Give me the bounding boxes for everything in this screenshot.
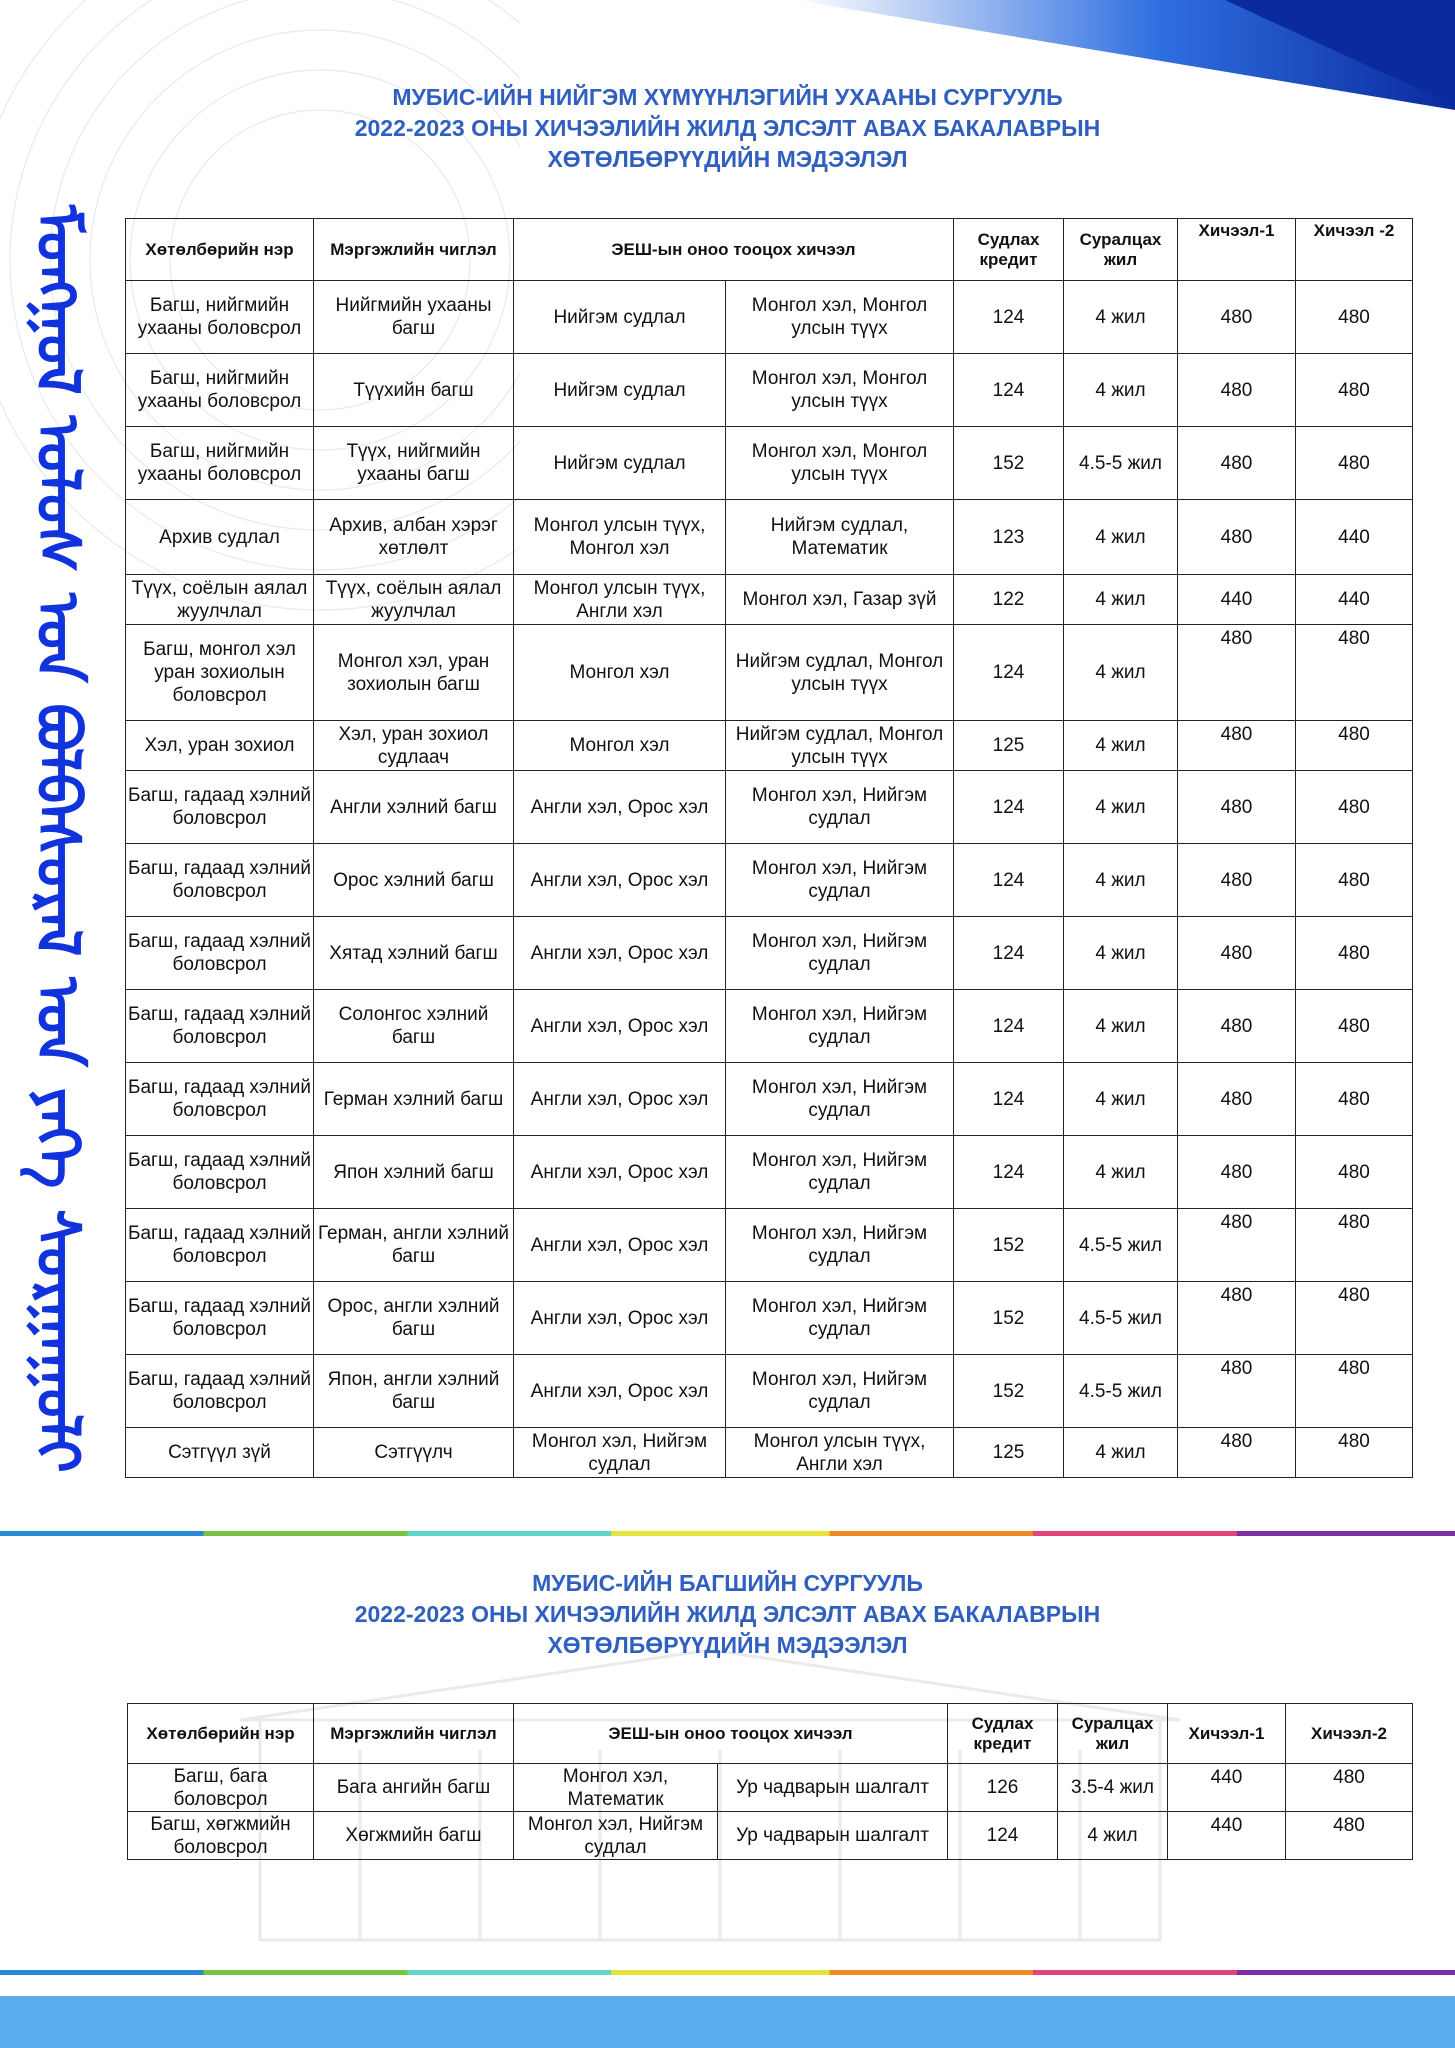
- lesson2-cell: 480: [1296, 1209, 1413, 1282]
- subject2-cell: Монгол хэл, Монгол улсын түүх: [726, 354, 954, 427]
- specialization-cell: Орос хэлний багш: [314, 844, 514, 917]
- subject1-cell: Монгол улсын түүх, Англи хэл: [514, 575, 726, 625]
- lesson2-cell: 480: [1296, 281, 1413, 354]
- footer-band: [0, 1996, 1455, 2048]
- credit-cell: 123: [954, 500, 1064, 575]
- specialization-cell: Япон хэлний багш: [314, 1136, 514, 1209]
- lesson2-cell: 440: [1296, 575, 1413, 625]
- lesson1-cell: 480: [1178, 1428, 1296, 1478]
- programs-table-1: [125, 218, 1413, 1478]
- specialization-cell: Монгол хэл, уран зохиолын багш: [314, 625, 514, 721]
- specialization-cell: Түүхийн багш: [314, 354, 514, 427]
- credit-cell: 124: [954, 1136, 1064, 1209]
- duration-cell: 4 жил: [1064, 917, 1178, 990]
- lesson1-cell: 480: [1178, 917, 1296, 990]
- specialization-cell: Түүх, соёлын аялал жуулчлал: [314, 575, 514, 625]
- table-header-row: [128, 1704, 1413, 1764]
- program-cell: Архив судлал: [126, 500, 314, 575]
- specialization-cell: Бага ангийн багш: [314, 1764, 514, 1812]
- program-cell: Багш, гадаад хэлний боловсрол: [126, 990, 314, 1063]
- subject2-cell: Ур чадварын шалгалт: [718, 1764, 948, 1812]
- duration-cell: 4 жил: [1064, 721, 1178, 771]
- specialization-cell: Хятад хэлний багш: [314, 917, 514, 990]
- section1-heading: [0, 82, 1455, 175]
- duration-cell: 4.5-5 жил: [1064, 1355, 1178, 1428]
- subject1-cell: Нийгэм судлал: [514, 354, 726, 427]
- program-cell: Багш, гадаад хэлний боловсрол: [126, 1063, 314, 1136]
- programs-table-2: [127, 1703, 1413, 1860]
- header-specialization: Мэргэжлийн чиглэл: [314, 219, 514, 281]
- subject1-cell: Монгол хэл: [514, 721, 726, 771]
- lesson2-cell: 480: [1296, 917, 1413, 990]
- duration-cell: 4 жил: [1064, 1063, 1178, 1136]
- duration-cell: 4 жил: [1064, 1136, 1178, 1209]
- table-row: [126, 1063, 1413, 1136]
- duration-cell: 4 жил: [1064, 844, 1178, 917]
- credit-cell: 122: [954, 575, 1064, 625]
- lesson1-cell: 480: [1178, 281, 1296, 354]
- program-cell: Сэтгүүл зүй: [126, 1428, 314, 1478]
- subject1-cell: Нийгэм судлал: [514, 427, 726, 500]
- lesson1-cell: 440: [1178, 575, 1296, 625]
- subject2-cell: Монгол хэл, Нийгэм судлал: [726, 917, 954, 990]
- lesson2-cell: 440: [1296, 500, 1413, 575]
- subject1-cell: Монгол хэл: [514, 625, 726, 721]
- specialization-cell: Хэл, уран зохиол судлаач: [314, 721, 514, 771]
- program-cell: Багш, гадаад хэлний боловсрол: [126, 844, 314, 917]
- lesson2-cell: 480: [1296, 771, 1413, 844]
- program-cell: Багш, хөгжмийн боловсрол: [128, 1812, 314, 1860]
- program-cell: Түүх, соёлын аялал жуулчлал: [126, 575, 314, 625]
- duration-cell: 4.5-5 жил: [1064, 427, 1178, 500]
- section1-title-line: 2022-2023 ОНЫ ХИЧЭЭЛИЙН ЖИЛД ЭЛСЭЛТ АВАХ БАКАЛАВРЫН: [354, 115, 1101, 141]
- subject1-cell: Монгол хэл, Математик: [514, 1764, 718, 1812]
- credit-cell: 124: [954, 990, 1064, 1063]
- lesson1-cell: 480: [1178, 771, 1296, 844]
- header-program: Хөтөлбөрийн нэр: [126, 219, 314, 281]
- program-cell: Багш, нийгмийн ухааны боловсрол: [126, 281, 314, 354]
- duration-cell: 4.5-5 жил: [1064, 1282, 1178, 1355]
- lesson1-cell: 480: [1178, 354, 1296, 427]
- duration-cell: 4 жил: [1064, 500, 1178, 575]
- specialization-cell: Орос, англи хэлний багш: [314, 1282, 514, 1355]
- table-row: [126, 1136, 1413, 1209]
- specialization-cell: Герман, англи хэлний багш: [314, 1209, 514, 1282]
- table-row: [126, 1355, 1413, 1428]
- credit-cell: 125: [954, 721, 1064, 771]
- subject1-cell: Англи хэл, Орос хэл: [514, 844, 726, 917]
- table-row: [126, 844, 1413, 917]
- specialization-cell: Хөгжмийн багш: [314, 1812, 514, 1860]
- program-cell: Багш, гадаад хэлний боловсрол: [126, 1136, 314, 1209]
- subject2-cell: Монгол хэл, Нийгэм судлал: [726, 1136, 954, 1209]
- header-lesson2: Хичээл-2: [1286, 1704, 1413, 1764]
- duration-cell: 4 жил: [1064, 625, 1178, 721]
- section2-heading: [0, 1568, 1455, 1661]
- program-cell: Хэл, уран зохиол: [126, 721, 314, 771]
- program-cell: Багш, монгол хэл уран зохиолын боловсрол: [126, 625, 314, 721]
- subject1-cell: Нийгэм судлал: [514, 281, 726, 354]
- header-program: Хөтөлбөрийн нэр: [128, 1704, 314, 1764]
- duration-cell: 4 жил: [1058, 1812, 1168, 1860]
- header-duration: Суралцах жил: [1064, 219, 1178, 281]
- header-subjects: ЭЕШ-ын оноо тооцох хичээл: [514, 219, 954, 281]
- credit-cell: 152: [954, 427, 1064, 500]
- subject2-cell: Монгол хэл, Нийгэм судлал: [726, 1355, 954, 1428]
- program-cell: Багш, гадаад хэлний боловсрол: [126, 771, 314, 844]
- specialization-cell: Герман хэлний багш: [314, 1063, 514, 1136]
- duration-cell: 4 жил: [1064, 281, 1178, 354]
- header-lesson2: Хичээл -2: [1296, 219, 1413, 281]
- section2-title-line: МУБИС-ИЙН БАГШИЙН СУРГУУЛЬ: [532, 1570, 923, 1596]
- lesson1-cell: 480: [1178, 625, 1296, 721]
- credit-cell: 124: [954, 771, 1064, 844]
- specialization-cell: Нийгмийн ухааны багш: [314, 281, 514, 354]
- lesson2-cell: 480: [1296, 990, 1413, 1063]
- lesson2-cell: 480: [1296, 1428, 1413, 1478]
- program-cell: Багш, гадаад хэлний боловсрол: [126, 1209, 314, 1282]
- lesson2-cell: 480: [1286, 1812, 1413, 1860]
- table-row: [126, 427, 1413, 500]
- subject1-cell: Англи хэл, Орос хэл: [514, 1282, 726, 1355]
- program-cell: Багш, гадаад хэлний боловсрол: [126, 1282, 314, 1355]
- credit-cell: 152: [954, 1209, 1064, 1282]
- specialization-cell: Сэтгүүлч: [314, 1428, 514, 1478]
- lesson1-cell: 480: [1178, 1136, 1296, 1209]
- subject2-cell: Нийгэм судлал, Монгол улсын түүх: [726, 625, 954, 721]
- table-row: [126, 771, 1413, 844]
- specialization-cell: Англи хэлний багш: [314, 771, 514, 844]
- header-specialization: Мэргэжлийн чиглэл: [314, 1704, 514, 1764]
- subject2-cell: Монгол хэл, Нийгэм судлал: [726, 1282, 954, 1355]
- lesson2-cell: 480: [1296, 1136, 1413, 1209]
- header-credit: Судлах кредит: [954, 219, 1064, 281]
- subject2-cell: Нийгэм судлал, Математик: [726, 500, 954, 575]
- divider-stripe: [0, 1531, 1455, 1536]
- table-row: [126, 917, 1413, 990]
- duration-cell: 4 жил: [1064, 771, 1178, 844]
- table-row: [126, 1282, 1413, 1355]
- program-cell: Багш, гадаад хэлний боловсрол: [126, 917, 314, 990]
- lesson2-cell: 480: [1296, 844, 1413, 917]
- subject1-cell: Англи хэл, Орос хэл: [514, 771, 726, 844]
- lesson1-cell: 440: [1168, 1812, 1286, 1860]
- credit-cell: 124: [954, 354, 1064, 427]
- table-row: [126, 625, 1413, 721]
- subject2-cell: Монгол хэл, Газар зүй: [726, 575, 954, 625]
- subject1-cell: Монгол хэл, Нийгэм судлал: [514, 1812, 718, 1860]
- duration-cell: 3.5-4 жил: [1058, 1764, 1168, 1812]
- lesson1-cell: 480: [1178, 427, 1296, 500]
- header-lesson1: Хичээл-1: [1178, 219, 1296, 281]
- table-row: [126, 281, 1413, 354]
- subject1-cell: Англи хэл, Орос хэл: [514, 917, 726, 990]
- subject1-cell: Англи хэл, Орос хэл: [514, 1209, 726, 1282]
- duration-cell: 4 жил: [1064, 354, 1178, 427]
- lesson2-cell: 480: [1296, 625, 1413, 721]
- lesson2-cell: 480: [1296, 1355, 1413, 1428]
- lesson1-cell: 480: [1178, 1063, 1296, 1136]
- subject1-cell: Монгол улсын түүх, Монгол хэл: [514, 500, 726, 575]
- subject1-cell: Англи хэл, Орос хэл: [514, 990, 726, 1063]
- header-credit: Судлах кредит: [948, 1704, 1058, 1764]
- subject2-cell: Монгол хэл, Нийгэм судлал: [726, 1063, 954, 1136]
- section2-title-line: 2022-2023 ОНЫ ХИЧЭЭЛИЙН ЖИЛД ЭЛСЭЛТ АВАХ БАКАЛАВРЫН: [354, 1601, 1101, 1627]
- duration-cell: 4 жил: [1064, 990, 1178, 1063]
- credit-cell: 124: [948, 1812, 1058, 1860]
- subject2-cell: Монгол хэл, Нийгэм судлал: [726, 1209, 954, 1282]
- credit-cell: 152: [954, 1282, 1064, 1355]
- credit-cell: 124: [954, 281, 1064, 354]
- subject2-cell: Монгол хэл, Монгол улсын түүх: [726, 427, 954, 500]
- table-row: [128, 1764, 1413, 1812]
- duration-cell: 4 жил: [1064, 1428, 1178, 1478]
- subject2-cell: Монгол хэл, Нийгэм судлал: [726, 844, 954, 917]
- table-row: [128, 1812, 1413, 1860]
- credit-cell: 152: [954, 1355, 1064, 1428]
- table-row: [126, 1209, 1413, 1282]
- lesson1-cell: 480: [1178, 1355, 1296, 1428]
- specialization-cell: Архив, албан хэрэг хөтлөлт: [314, 500, 514, 575]
- lesson1-cell: 480: [1178, 1282, 1296, 1355]
- program-cell: Багш, гадаад хэлний боловсрол: [126, 1355, 314, 1428]
- lesson1-cell: 480: [1178, 500, 1296, 575]
- section1-title-line: МУБИС-ИЙН НИЙГЭМ ХҮМҮҮНЛЭГИЙН УХААНЫ СУРГУУЛЬ: [392, 84, 1063, 110]
- specialization-cell: Япон, англи хэлний багш: [314, 1355, 514, 1428]
- table-row: [126, 1428, 1413, 1478]
- credit-cell: 124: [954, 917, 1064, 990]
- subject2-cell: Монгол хэл, Нийгэм судлал: [726, 990, 954, 1063]
- lesson2-cell: 480: [1296, 721, 1413, 771]
- mongolian-script-emblem: ᠮᠣᠩᠭᠣᠯ ᠤᠯᠤᠰ ᠤᠨ ᠪᠣᠯᠪᠠᠰᠤᠷᠠᠯ ᠤᠨ ᠶᠡᠬᠡ ᠰᠤᠷᠭᠠᠭᠤᠯᠢ: [22, 205, 92, 1473]
- lesson2-cell: 480: [1296, 1063, 1413, 1136]
- duration-cell: 4 жил: [1064, 575, 1178, 625]
- credit-cell: 126: [948, 1764, 1058, 1812]
- table-row: [126, 354, 1413, 427]
- credit-cell: 125: [954, 1428, 1064, 1478]
- subject2-cell: Монгол хэл, Монгол улсын түүх: [726, 281, 954, 354]
- subject2-cell: Монгол хэл, Нийгэм судлал: [726, 771, 954, 844]
- credit-cell: 124: [954, 844, 1064, 917]
- specialization-cell: Түүх, нийгмийн ухааны багш: [314, 427, 514, 500]
- lesson1-cell: 480: [1178, 990, 1296, 1063]
- lesson1-cell: 480: [1178, 844, 1296, 917]
- lesson1-cell: 480: [1178, 1209, 1296, 1282]
- lesson2-cell: 480: [1286, 1764, 1413, 1812]
- lesson2-cell: 480: [1296, 427, 1413, 500]
- duration-cell: 4.5-5 жил: [1064, 1209, 1178, 1282]
- subject1-cell: Англи хэл, Орос хэл: [514, 1136, 726, 1209]
- lesson1-cell: 480: [1178, 721, 1296, 771]
- program-cell: Багш, бага боловсрол: [128, 1764, 314, 1812]
- header-duration: Суралцах жил: [1058, 1704, 1168, 1764]
- divider-stripe: [0, 1970, 1455, 1975]
- credit-cell: 124: [954, 1063, 1064, 1136]
- table-row: [126, 990, 1413, 1063]
- program-cell: Багш, нийгмийн ухааны боловсрол: [126, 354, 314, 427]
- subject1-cell: Англи хэл, Орос хэл: [514, 1063, 726, 1136]
- credit-cell: 124: [954, 625, 1064, 721]
- table-row: [126, 500, 1413, 575]
- lesson1-cell: 440: [1168, 1764, 1286, 1812]
- section2-title-line: ХӨТӨЛБӨРҮҮДИЙН МЭДЭЭЛЭЛ: [547, 1632, 908, 1658]
- table-row: [126, 575, 1413, 625]
- lesson2-cell: 480: [1296, 1282, 1413, 1355]
- section1-title-line: ХӨТӨЛБӨРҮҮДИЙН МЭДЭЭЛЭЛ: [547, 146, 908, 172]
- table-header-row: [126, 219, 1413, 281]
- program-cell: Багш, нийгмийн ухааны боловсрол: [126, 427, 314, 500]
- specialization-cell: Солонгос хэлний багш: [314, 990, 514, 1063]
- header-lesson1: Хичээл-1: [1168, 1704, 1286, 1764]
- lesson2-cell: 480: [1296, 354, 1413, 427]
- table-row: [126, 721, 1413, 771]
- subject2-cell: Нийгэм судлал, Монгол улсын түүх: [726, 721, 954, 771]
- subject2-cell: Монгол улсын түүх, Англи хэл: [726, 1428, 954, 1478]
- header-subjects: ЭЕШ-ын оноо тооцох хичээл: [514, 1704, 948, 1764]
- subject1-cell: Англи хэл, Орос хэл: [514, 1355, 726, 1428]
- subject2-cell: Ур чадварын шалгалт: [718, 1812, 948, 1860]
- subject1-cell: Монгол хэл, Нийгэм судлал: [514, 1428, 726, 1478]
